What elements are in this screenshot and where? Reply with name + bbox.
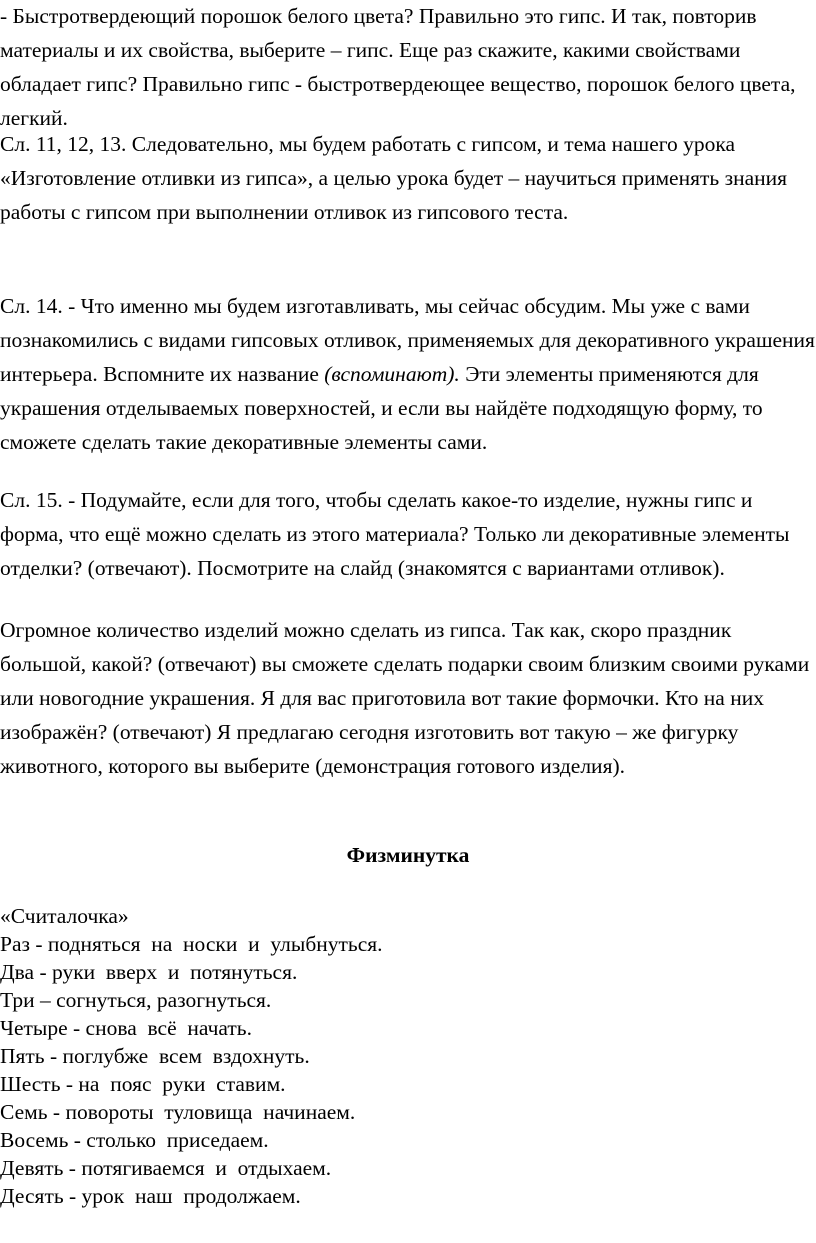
slide-14-text-end: Эти элементы применяются для украшения отделываемых поверхностей, и если вы найдёте подходящую форму, то сможете сделать такие декоративные элементы сами. [0,362,763,454]
paragraph-gypsum-properties: - Быстротвердеющий порошок белого цвета? Правильно это гипс. И так, повторив материалы и их свойства, выберите – гипс. Еще раз скажите, какими свойствами обладает гипс? Правильно гипс - быстротвердеющее вещество, порошок белого цвета, легкий. [0,4,796,130]
poem-line: Восемь - столько приседаем. [0,1128,269,1152]
poem-line: Шесть - на пояс руки ставим. [0,1072,286,1096]
poem-line: Семь - повороты туловища начинаем. [0,1100,356,1124]
paragraph-lesson-topic: Сл. 11, 12, 13. Следовательно, мы будем работать с гипсом, и тема нашего урока «Изготовление отливки из гипса», а целью урока будет – научиться применять знания работы с гипсом при выполнении отливок из гипсового теста. [0,132,788,224]
paragraph-slide-15: Сл. 15. - Подумайте, если для того, чтобы сделать какое-то изделие, нужны гипс и форма, что ещё можно сделать из этого материала? Только ли декоративные элементы отделки? (отвечают). Посмотрите на слайд (знакомятся с вариантами отливок). [0,488,790,580]
paragraph-gifts: Огромное количество изделий можно сделать из гипса. Так как, скоро праздник большой, какой? (отвечают) вы сможете сделать подарки своим близким своими руками или новогодние украшения. Я для вас приготовила вот такие формочки. Кто на них изображён? (отвечают) Я предлагаю сегодня изготовить вот такую – же фигурку животного, которого вы выберите (демонстрация готового изделия). [0,618,810,778]
poem-line: Два - руки вверх и потянуться. [0,960,298,984]
slide-14-italic-note: (вспоминают). [324,362,460,386]
poem-line: Девять - потягиваемся и отдыхаем. [0,1156,332,1180]
poem-line: Три – согнуться, разогнуться. [0,988,272,1012]
slide-14-text-start: Сл. 14. - Что именно мы будем изготавливать, мы сейчас обсудим. Мы уже с вами познакомились с видами гипсовых отливок, применяемых для декоративного украшения интерьера. Вспомните их название [0,294,815,386]
poem-line: Раз - подняться на носки и улыбнуться. [0,932,383,956]
paragraph-slide-14 [0,289,816,459]
poem-line: Пять - поглубже всем вздохнуть. [0,1044,310,1068]
poem-line: Десять - урок наш продолжаем. [0,1184,301,1208]
section-title-fizminutka: Физминутка [346,843,470,867]
poem-line: Четыре - снова всё начать. [0,1016,252,1040]
poem-title: «Считалочка» [0,904,129,928]
